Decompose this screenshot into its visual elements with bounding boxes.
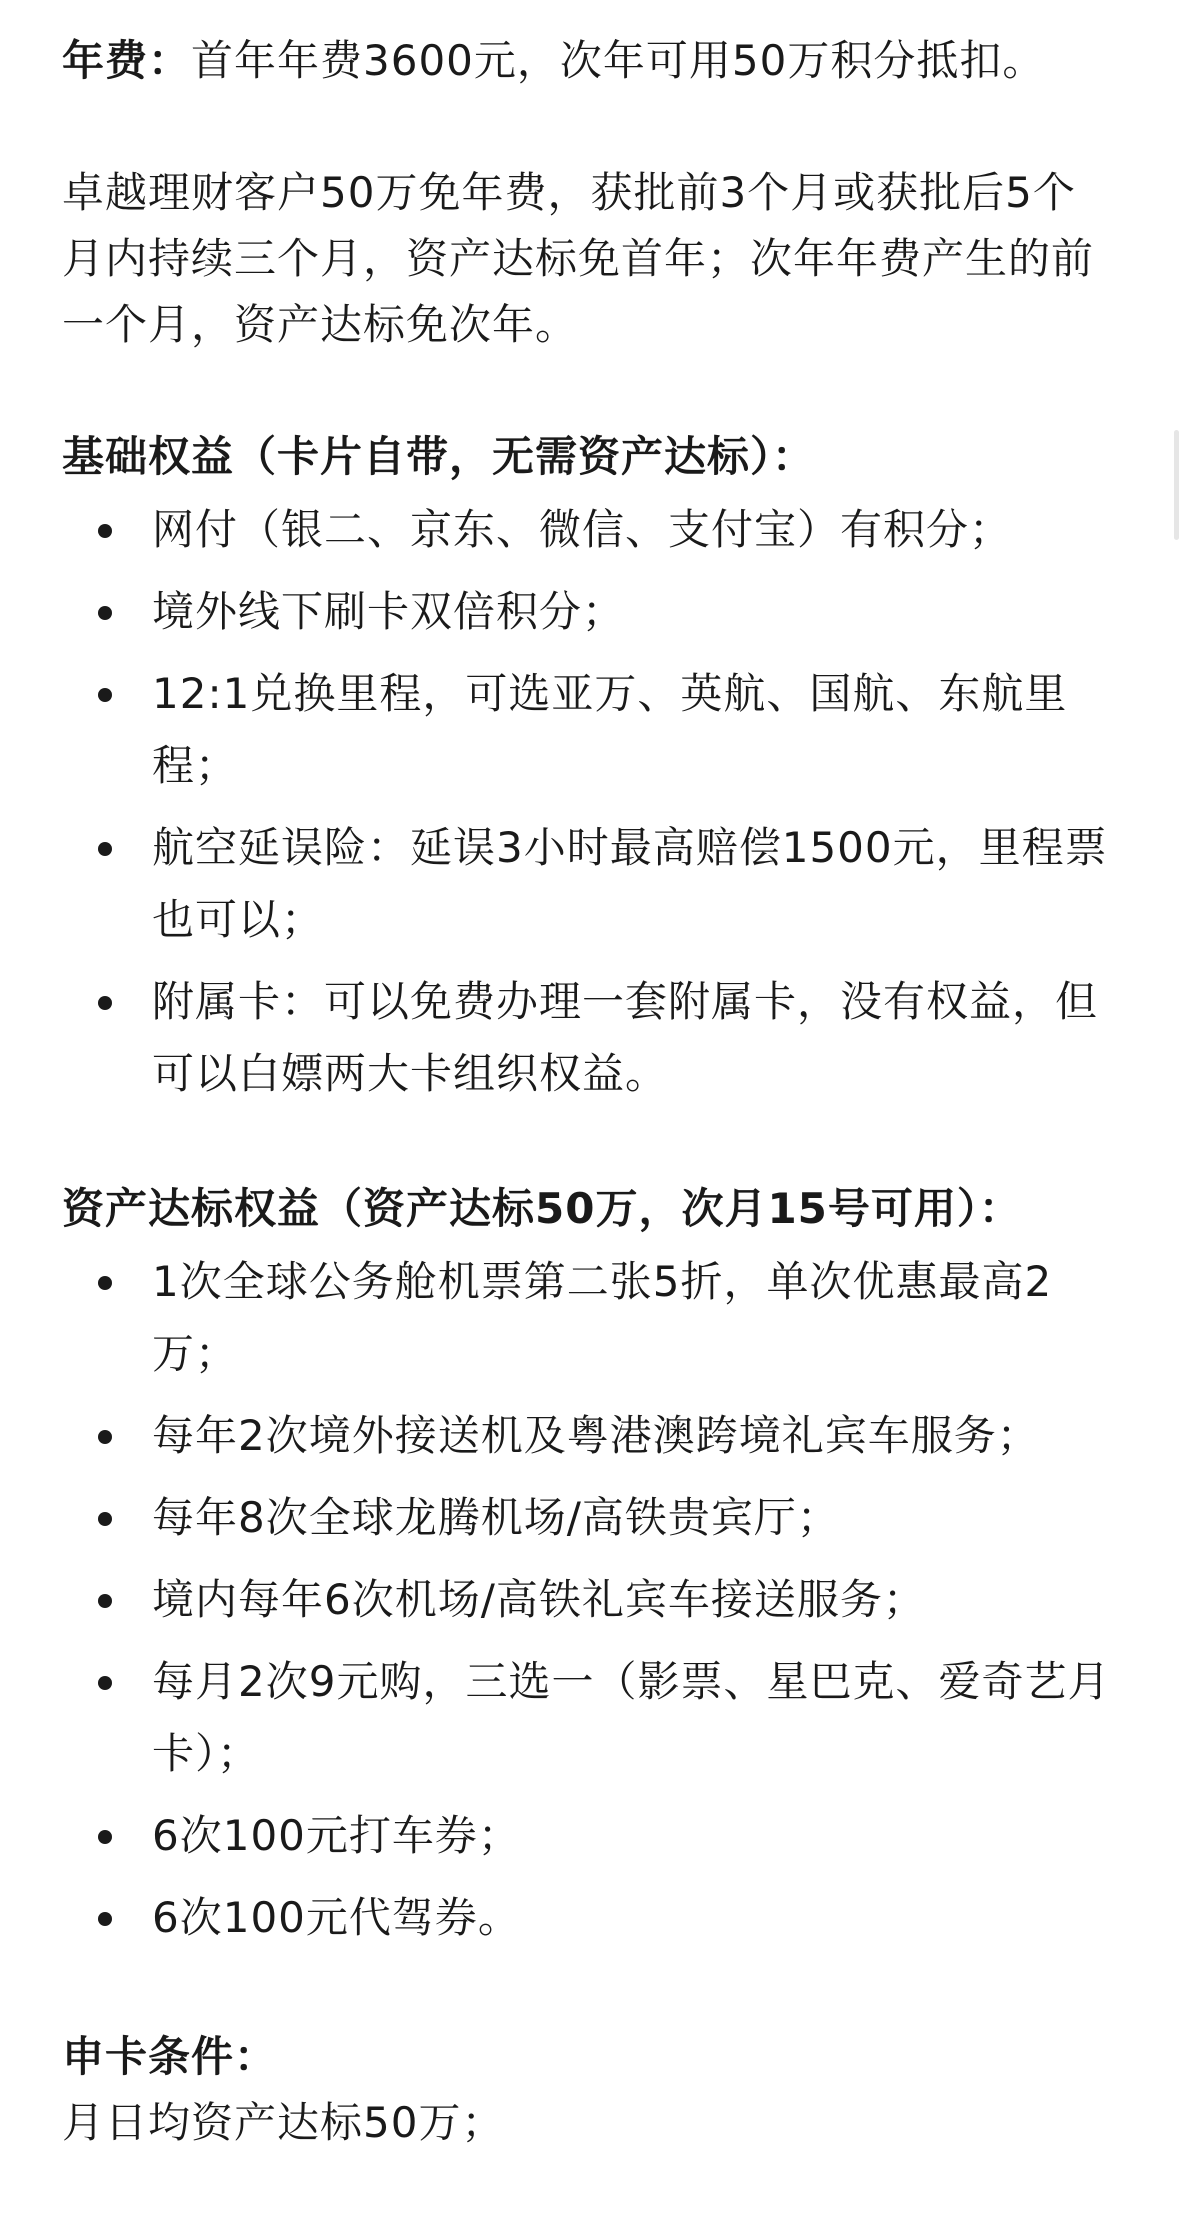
bullet-icon [98,1830,112,1844]
list-item: 6次100元打车券； [62,1800,1117,1872]
asset-benefits-heading: 资产达标权益（资产达标50万，次月15号可用）： [62,1184,1022,1233]
bullet-icon [98,688,112,702]
bullet-icon [98,996,112,1010]
list-item: 每月2次9元购，三选一（影票、星巴克、爱奇艺月卡）； [62,1646,1117,1790]
bullet-icon [98,1912,112,1926]
list-item: 附属卡：可以免费办理一套附属卡，没有权益，但可以白嫖两大卡组织权益。 [62,966,1117,1110]
list-item: 境内每年6次机场/高铁礼宾车接送服务； [62,1564,1117,1636]
list-item: 境外线下刷卡双倍积分； [62,576,1117,648]
asset-benefits-list [62,1246,1117,1954]
list-item: 每年2次境外接送机及粤港澳跨境礼宾车服务； [62,1400,1117,1472]
list-item: 1次全球公务舱机票第二张5折，单次优惠最高2万； [62,1246,1117,1390]
list-item: 每年8次全球龙腾机场/高铁贵宾厅； [62,1482,1117,1554]
basic-benefits-list [62,494,1117,1110]
list-item: 6次100元代驾券。 [62,1882,1117,1954]
list-item: 网付（银二、京东、微信、支付宝）有积分； [62,494,1117,566]
scrollbar[interactable] [1174,430,1179,540]
bullet-icon [98,1276,112,1290]
list-item: 12:1兑换里程，可选亚万、英航、国航、东航里程； [62,658,1117,802]
basic-benefits-heading: 基础权益（卡片自带，无需资产达标）： [62,432,816,481]
bullet-icon [98,842,112,856]
bullet-icon [98,1512,112,1526]
fee-waiver-paragraph: 卓越理财客户50万免年费，获批前3个月或获批后5个月内持续三个月，资产达标免首年；次年年费产生的前一个月，资产达标免次年。 [62,168,1095,349]
annual-fee-text: 首年年费3600元，次年可用50万积分抵扣。 [191,36,1046,85]
annual-fee-line [62,0,1117,94]
application-condition: 月日均资产达标50万； [62,2098,505,2147]
bullet-icon [98,1676,112,1690]
annual-fee-label: 年费： [62,36,192,85]
bullet-icon [98,524,112,538]
bullet-icon [98,1430,112,1444]
bullet-icon [98,1594,112,1608]
application-heading: 申卡条件： [62,2032,278,2081]
list-item: 航空延误险：延误3小时最高赔偿1500元，里程票也可以； [62,812,1117,956]
bullet-icon [98,606,112,620]
